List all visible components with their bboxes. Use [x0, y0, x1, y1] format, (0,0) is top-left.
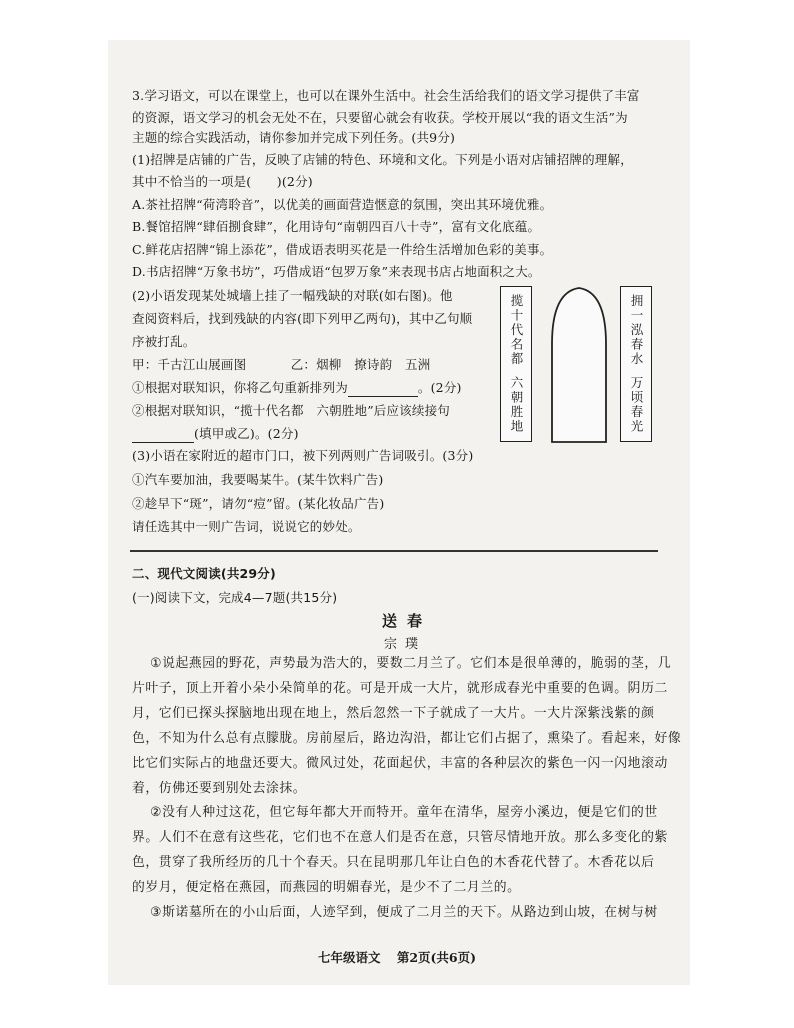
q3-ad-1: ①汽车要加油，我要喝某牛。(某牛饮料广告) — [132, 472, 384, 487]
q2-sub1: ①根据对联知识，你将乙句重新排列为 — [132, 380, 348, 395]
couplet-right-top: 拥一泓春水 — [629, 293, 644, 367]
q3-intro-line: 的资源，语文学习的机会无处不在，只要留心就会有收获。学校开展以“我的语文生活”为 — [132, 110, 628, 125]
footer-page-number: 第2页(共6页) — [396, 950, 477, 965]
article-line: ①说起燕园的野花，声势最为浩大的，要数二月兰了。它们本是很单薄的，脆弱的茎，几 — [150, 656, 672, 671]
q1-option-a: A.茶社招牌“荷湾聆音”，以优美的画面营造惬意的氛围，突出其环境优雅。 — [132, 197, 553, 212]
article-line: 的岁月，便定格在燕园，而燕园的明媚春光，是少不了二月兰的。 — [132, 880, 521, 895]
q3-ad-2: ②趁早下“斑”，请勿“痘”留。(某化妆品广告) — [132, 496, 385, 511]
answer-blank[interactable] — [132, 426, 194, 443]
article-line: ②没有人种过这花，但它每年都大开而特开。童年在清华，屋旁小溪边，便是它们的世 — [150, 805, 658, 820]
q1-option-c: C.鲜花店招牌“锦上添花”，借成语表明买花是一件给生活增加色彩的美事。 — [132, 242, 553, 257]
q2-sub1-line — [132, 380, 462, 397]
q2-jia: 甲：千古江山展画图 — [132, 357, 247, 372]
q2-stem-line: (2)小语发现某处城墙上挂了一幅残缺的对联(如右图)。他 — [132, 288, 453, 303]
article-line: 着，仿佛还要到别处去涂抹。 — [132, 781, 307, 796]
couplet-left-top: 揽十代名都 — [509, 293, 524, 367]
page-footer — [0, 948, 794, 966]
article-line: 色，贯穿了我所经历的几十个春天。只在昆明那几年让白色的木香花代替了。木香花以后 — [132, 855, 655, 870]
couplet-left-bottom: 六朝胜地 — [509, 376, 524, 435]
missing-couplet-outline — [548, 286, 610, 446]
q2-stem-line: 序被打乱。 — [132, 334, 196, 349]
article-line: 比它们实际占的地盘还要大。微风过处，花面起伏，丰富的各种层次的紫色一闪一闪地滚动 — [132, 756, 668, 771]
q2-sub2-line2 — [132, 426, 299, 443]
section2-heading: 二、现代文阅读(共29分) — [132, 566, 276, 581]
q2-jia-line — [132, 357, 430, 373]
q2-sub1-score: 。(2分) — [417, 380, 462, 395]
article-line: 片叶子，顶上开着小朵小朵简单的花。可是开成一大片，就形成春光中重要的色调。阴历二 — [132, 681, 668, 696]
footer-subject: 七年级语文 — [317, 950, 381, 965]
q1-option-d: D.书店招牌“万象书坊”，巧借成语“包罗万象”来表现书店占地面积之大。 — [132, 264, 541, 279]
article-line: 月，它们已探头探脑地出现在地上，然后忽然一下子就成了一大片。一大片深紫浅紫的颜 — [132, 706, 655, 721]
couplet-left-scroll — [500, 286, 532, 442]
article-title: 送春 — [381, 612, 432, 630]
q1-stem-line: 其中不恰当的一项是( )(2分) — [132, 174, 313, 189]
q3-intro-line: 3.学习语文，可以在课堂上，也可以在课外生活中。社会生活给我们的语文学习提供了丰富 — [132, 88, 640, 103]
answer-blank[interactable] — [348, 380, 418, 397]
section2-part1: (一)阅读下文，完成4—7题(共15分) — [132, 590, 338, 605]
article-line: 色，不知为什么总有点朦胧。房前屋后，路边沟沿，都让它们占据了，熏染了。看起来，好像 — [132, 731, 682, 746]
q2-sub2-line: ②根据对联知识，“揽十代名都 六朝胜地”后应该续接句 — [132, 403, 450, 418]
q2-stem-line: 查阅资料后，找到残缺的内容(即下列甲乙两句)，其中乙句顺 — [132, 311, 473, 326]
article-author: 宗璞 — [383, 637, 426, 652]
article-line: 界。人们不在意有这些花，它们也不在意人们是否在意，只管尽情地开放。那么多变化的紫 — [132, 830, 668, 845]
q3-intro-line: 主题的综合实践活动，请你参加并完成下列任务。(共9分) — [132, 130, 456, 145]
q2-yi: 乙：烟柳 撩诗韵 五洲 — [290, 357, 431, 372]
q3-task: 请任选其中一则广告词，说说它的妙处。 — [132, 519, 361, 534]
section-divider — [130, 550, 658, 552]
q1-stem-line: (1)招牌是店铺的广告，反映了店铺的特色、环境和文化。下列是小语对店铺招牌的理解， — [132, 152, 633, 167]
article-line: ③斯诺墓所在的小山后面，人迹罕到，便成了二月兰的天下。从路边到山坡，在树与树 — [150, 905, 658, 920]
q3-stem: (3)小语在家附近的超市门口，被下列两则广告词吸引。(3分) — [132, 448, 474, 463]
q1-option-b: B.餐馆招牌“肆佰捌食肆”，化用诗句“南朝四百八十寺”，富有文化底蕴。 — [132, 219, 541, 234]
couplet-right-bottom: 万顷春光 — [629, 376, 644, 435]
couplet-right-scroll — [620, 286, 652, 442]
q2-sub2-tail: (填甲或乙)。(2分) — [194, 426, 299, 441]
